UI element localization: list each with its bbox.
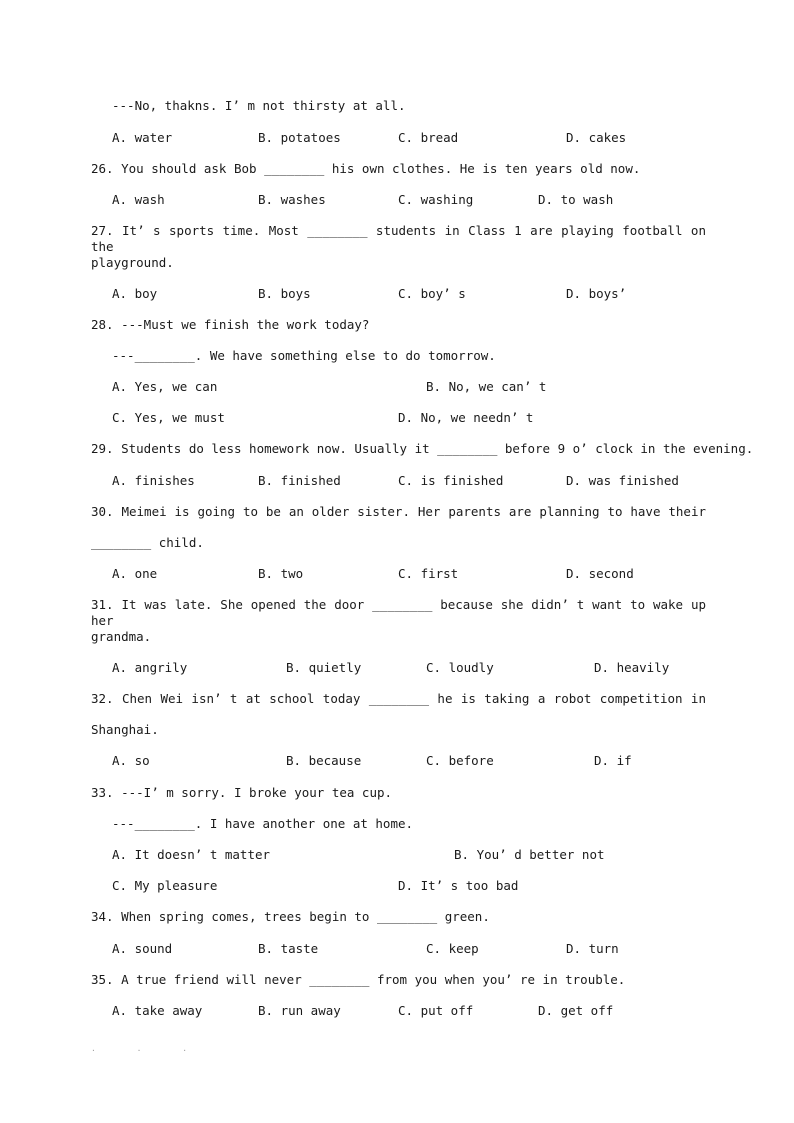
q29-option-b: B. finished bbox=[258, 473, 341, 488]
q29-option-a: A. finishes bbox=[112, 473, 195, 488]
q33-option-d: D. It’ s too bad bbox=[398, 878, 519, 893]
q30-option-b: B. two bbox=[258, 566, 304, 581]
q28-option-b: B. No, we can’ t bbox=[426, 379, 547, 394]
q27-option-a: A. boy bbox=[112, 286, 158, 301]
q27-option-c: C. boy’ s bbox=[398, 286, 466, 301]
q26-option-a: A. wash bbox=[112, 192, 165, 207]
q25-option-a: A. water bbox=[112, 130, 173, 145]
q28-response-line: ---________. We have something else to do tomorrow. bbox=[112, 348, 496, 363]
q34-option-a: A. sound bbox=[112, 941, 173, 956]
q32-option-a: A. so bbox=[112, 753, 150, 768]
q33-stem: 33. ---I’ m sorry. I broke your tea cup. bbox=[91, 785, 393, 800]
q27-stem-line2: playground. bbox=[91, 255, 174, 270]
q35-option-a: A. take away bbox=[112, 1003, 203, 1018]
q31-option-b: B. quietly bbox=[286, 660, 362, 675]
q26-stem: 26. You should ask Bob ________ his own clothes. He is ten years old now. bbox=[91, 161, 641, 176]
q26-option-c: C. washing bbox=[398, 192, 474, 207]
q30-option-c: C. first bbox=[398, 566, 459, 581]
q34-option-b: B. taste bbox=[258, 941, 319, 956]
q30-option-d: D. second bbox=[566, 566, 634, 581]
q34-stem: 34. When spring comes, trees begin to ________ green. bbox=[91, 909, 490, 924]
q30-option-a: A. one bbox=[112, 566, 158, 581]
q29-option-d: D. was finished bbox=[566, 473, 679, 488]
q25-option-d: D. cakes bbox=[566, 130, 627, 145]
q33-option-c: C. My pleasure bbox=[112, 878, 218, 893]
q34-option-c: C. keep bbox=[426, 941, 479, 956]
q33-option-b: B. You’ d better not bbox=[454, 847, 605, 862]
q35-option-d: D. get off bbox=[538, 1003, 614, 1018]
page-footer-dots: · · · bbox=[91, 1046, 206, 1055]
q32-stem-line2: Shanghai. bbox=[91, 722, 159, 737]
q27-option-b: B. boys bbox=[258, 286, 311, 301]
q31-option-d: D. heavily bbox=[594, 660, 670, 675]
q26-option-b: B. washes bbox=[258, 192, 326, 207]
q33-response-line: ---________. I have another one at home. bbox=[112, 816, 414, 831]
q35-option-b: B. run away bbox=[258, 1003, 341, 1018]
q27-option-d: D. boys’ bbox=[566, 286, 627, 301]
q35-stem: 35. A true friend will never ________ from you when you’ re in trouble. bbox=[91, 972, 626, 987]
q31-stem-line2: grandma. bbox=[91, 629, 152, 644]
q33-option-a: A. It doesn’ t matter bbox=[112, 847, 271, 862]
q31-option-a: A. angrily bbox=[112, 660, 188, 675]
q34-option-d: D. turn bbox=[566, 941, 619, 956]
q29-option-c: C. is finished bbox=[398, 473, 504, 488]
q32-option-d: D. if bbox=[594, 753, 632, 768]
q35-option-c: C. put off bbox=[398, 1003, 474, 1018]
q25-option-b: B. potatoes bbox=[258, 130, 341, 145]
q27-stem-line1: 27. It’ s sports time. Most ________ students in Class 1 are playing football on the bbox=[91, 223, 706, 254]
q31-stem-line1: 31. It was late. She opened the door ________ because she didn’ t want to wake up her bbox=[91, 597, 706, 628]
q31-option-c: C. loudly bbox=[426, 660, 494, 675]
q29-stem: 29. Students do less homework now. Usually it ________ before 9 o’ clock in the evening. bbox=[91, 441, 754, 456]
q28-option-d: D. No, we needn’ t bbox=[398, 410, 534, 425]
q32-option-c: C. before bbox=[426, 753, 494, 768]
q26-option-d: D. to wash bbox=[538, 192, 614, 207]
q32-stem-line1: 32. Chen Wei isn’ t at school today ________ he is taking a robot competition in bbox=[91, 691, 706, 706]
q30-stem-line1: 30. Meimei is going to be an older sister. Her parents are planning to have their bbox=[91, 504, 706, 519]
q25-response-line: ---No, thakns. I’ m not thirsty at all. bbox=[112, 98, 406, 113]
q28-option-c: C. Yes, we must bbox=[112, 410, 225, 425]
q28-stem: 28. ---Must we finish the work today? bbox=[91, 317, 370, 332]
q25-option-c: C. bread bbox=[398, 130, 459, 145]
q30-stem-line2: ________ child. bbox=[91, 535, 204, 550]
q32-option-b: B. because bbox=[286, 753, 362, 768]
q28-option-a: A. Yes, we can bbox=[112, 379, 218, 394]
